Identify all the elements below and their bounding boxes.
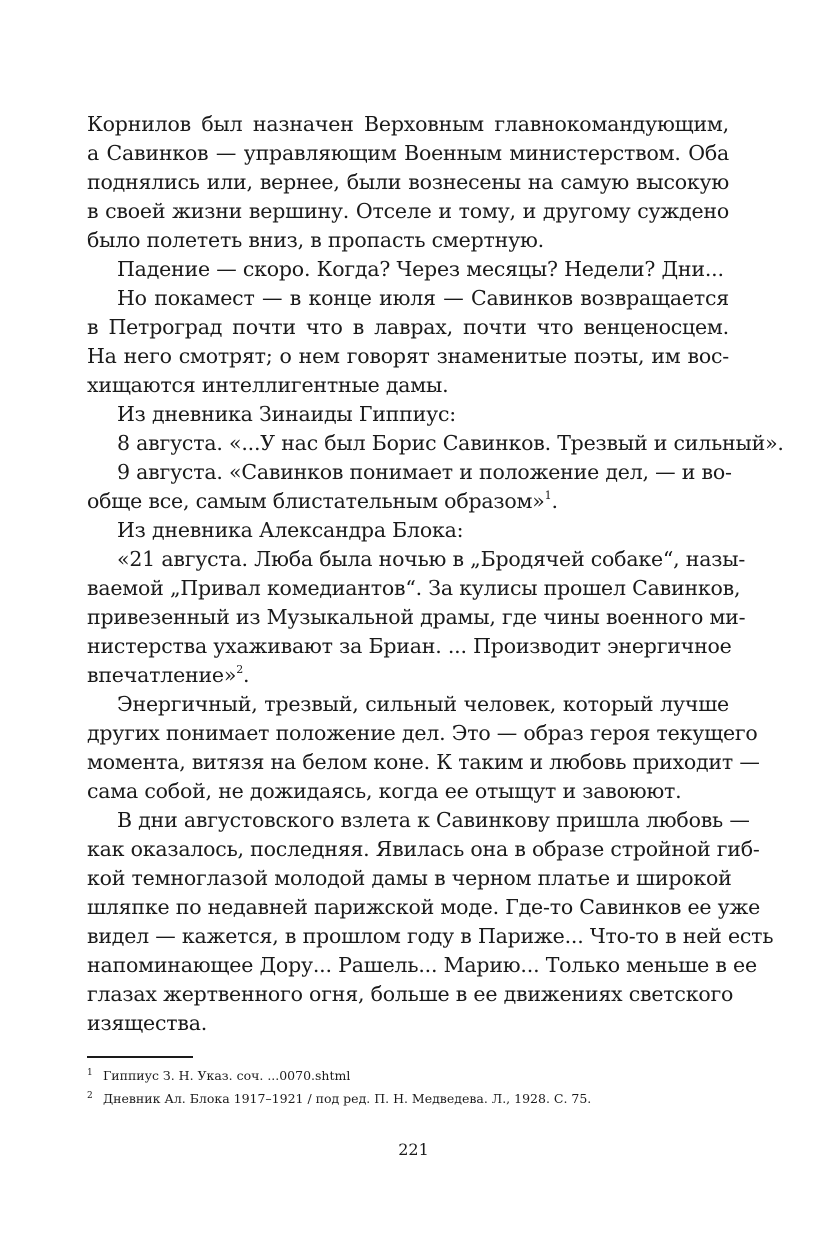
text-line: впечатление» (87, 663, 237, 687)
text-line: было полететь вниз, в пропасть смертную. (87, 228, 544, 252)
text-line-with-footnote-ref (87, 487, 729, 516)
punctuation: . (551, 489, 558, 513)
footnote-number: 1 (87, 1068, 93, 1078)
body-text (87, 110, 784, 1038)
text-line: как оказалось, последняя. Явилась она в образе стройной гиб- (87, 837, 760, 861)
text-line: видел — кажется, в прошлом году в Париже... Что-то в ней есть (87, 924, 774, 948)
footnote-1 (87, 1064, 729, 1087)
footnote-divider (87, 1056, 193, 1058)
text-line: Корнилов был назначен Верховным главнокомандующим, (87, 112, 729, 136)
footnote-ref-1: 1 (544, 489, 552, 503)
text-line: Но покамест — в конце июля — Савинков возвращается (117, 286, 729, 310)
text-line-with-footnote-ref (87, 661, 729, 690)
text-line: в своей жизни вершину. Отселе и тому, и другому суждено (87, 199, 729, 223)
text-line: момента, витязя на белом коне. К таким и любовь приходит — (87, 750, 760, 774)
text-line: изящества. (87, 1011, 208, 1035)
footnote-text: Дневник Ал. Блока 1917–1921 / под ред. П. Н. Медведева. Л., 1928. С. 75. (103, 1091, 592, 1106)
footnote-text: Гиппиус З. Н. Указ. соч. ...0070.shtml (103, 1068, 351, 1083)
text-line: 8 августа. «...У нас был Борис Савинков. Трезвый и сильный». (117, 431, 784, 455)
text-line: Из дневника Зинаиды Гиппиус: (117, 402, 456, 426)
text-line: Энергичный, трезвый, сильный человек, который лучше (117, 692, 729, 716)
text-line: На него смотрят; о нем говорят знаменитые поэты, им вос- (87, 344, 729, 368)
text-line: В дни августовского взлета к Савинкову пришла любовь — (117, 808, 750, 832)
footnote-number: 2 (87, 1091, 93, 1101)
text-line: привезенный из Музыкальной драмы, где чины военного ми- (87, 605, 746, 629)
text-line: поднялись или, вернее, были вознесены на самую высокую (87, 170, 729, 194)
footnote-ref-2: 2 (236, 663, 244, 677)
text-line: а Савинков — управляющим Военным министерством. Оба (87, 141, 729, 165)
text-line: в Петроград почти что в лаврах, почти что венценосцем. (87, 315, 729, 339)
text-line: других понимает положение дел. Это — образ героя текущего (87, 721, 758, 745)
text-line: «21 августа. Люба была ночью в „Бродячей собаке“, назы- (117, 547, 746, 571)
text-line: сама собой, не дожидаясь, когда ее отыщут и завоюют. (87, 779, 682, 803)
text-line: 9 августа. «Савинков понимает и положение дел, — и во- (117, 460, 732, 484)
text-line: хищаются интеллигентные дамы. (87, 373, 449, 397)
footnotes (87, 1064, 729, 1110)
page-number: 221 (398, 1140, 429, 1159)
text-line: кой темноглазой молодой дамы в черном платье и широкой (87, 866, 732, 890)
text-line: глазах жертвенного огня, больше в ее движениях светского (87, 982, 734, 1006)
text-line: ваемой „Привал комедиантов“. За кулисы прошел Савинков, (87, 576, 741, 600)
text-line: напоминающее Дору... Рашель... Марию... Только меньше в ее (87, 953, 757, 977)
text-line: шляпке по недавней парижской моде. Где-то Савинков ее уже (87, 895, 761, 919)
text-line: Из дневника Александра Блока: (117, 518, 464, 542)
text-line: обще все, самым блистательным образом» (87, 489, 545, 513)
punctuation: . (243, 663, 250, 687)
text-line: нистерства ухаживают за Бриан. ... Производит энергичное (87, 634, 732, 658)
text-line: Падение — скоро. Когда? Через месяцы? Недели? Дни... (117, 257, 724, 281)
footnote-2 (87, 1087, 729, 1110)
